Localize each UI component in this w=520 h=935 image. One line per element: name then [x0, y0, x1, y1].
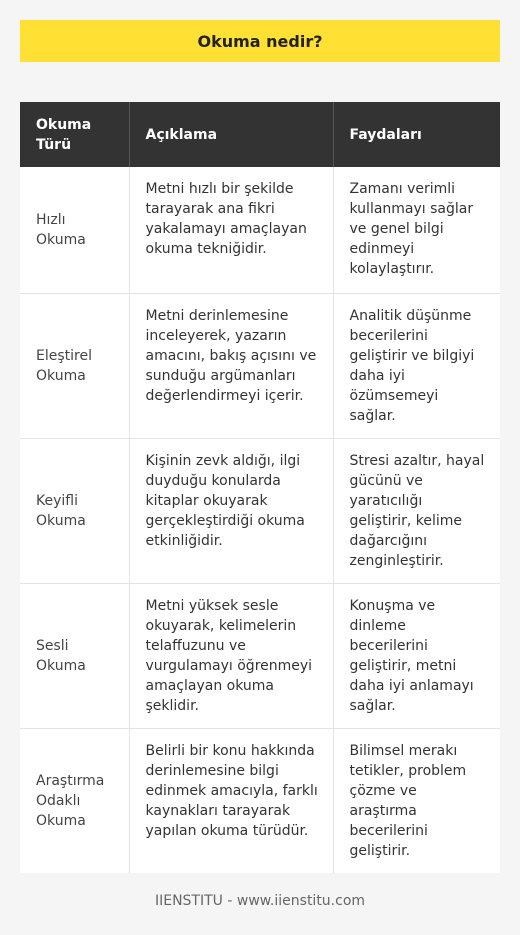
table-row: [20, 583, 500, 728]
table-row: [20, 167, 500, 293]
reading-type-cell: Araştırma Odaklı Okuma: [20, 728, 129, 873]
reading-type-cell: Keyifli Okuma: [20, 438, 129, 583]
description-cell: Metni derinlemesine inceleyerek, yazarın amacını, bakış açısını ve sunduğu argümanları değerlendirmeyi içerir.: [129, 293, 333, 438]
footer-credit: IIENSTITU - www.iienstitu.com: [154, 893, 366, 909]
table-row: [20, 438, 500, 583]
header-description: Açıklama: [129, 102, 333, 167]
description-cell: Belirli bir konu hakkında derinlemesine bilgi edinmek amacıyla, farklı kaynakları tarayarak yapılan okuma türüdür.: [129, 728, 333, 873]
table-row: [20, 293, 500, 438]
description-cell: Metni hızlı bir şekilde tarayarak ana fikri yakalamayı amaçlayan okuma tekniğidir.: [129, 167, 333, 293]
table-row: [20, 728, 500, 873]
reading-type-cell: Eleştirel Okuma: [20, 293, 129, 438]
description-cell: Metni yüksek sesle okuyarak, kelimelerin telaffuzunu ve vurgulamayı öğrenmeyi amaçlayan okuma şeklidir.: [129, 583, 333, 728]
benefits-cell: Analitik düşünme becerilerini geliştirir ve bilgiyi daha iyi özümsemeyi sağlar.: [333, 293, 500, 438]
reading-types-table: [20, 102, 500, 873]
reading-type-cell: Sesli Okuma: [20, 583, 129, 728]
table-header-row: [20, 102, 500, 167]
header-reading-type: Okuma Türü: [20, 102, 129, 167]
header-benefits: Faydaları: [333, 102, 500, 167]
page-title: Okuma nedir?: [20, 20, 500, 62]
description-cell: Kişinin zevk aldığı, ilgi duyduğu konularda kitaplar okuyarak gerçekleştirdiği okuma etkinliğidir.: [129, 438, 333, 583]
benefits-cell: Bilimsel merakı tetikler, problem çözme ve araştırma becerilerini geliştirir.: [349, 742, 467, 859]
benefits-cell: Konuşma ve dinleme becerilerini geliştirir, metni daha iyi anlamayı sağlar.: [333, 583, 500, 728]
benefits-cell: Zamanı verimli kullanmayı sağlar ve genel bilgi edinmeyi kolaylaştırır.: [333, 167, 500, 293]
benefits-cell: Stresi azaltır, hayal gücünü ve yaratıcılığı geliştirir, kelime dağarcığını zenginleştirir.: [333, 438, 500, 583]
reading-type-cell: Hızlı Okuma: [20, 167, 129, 293]
